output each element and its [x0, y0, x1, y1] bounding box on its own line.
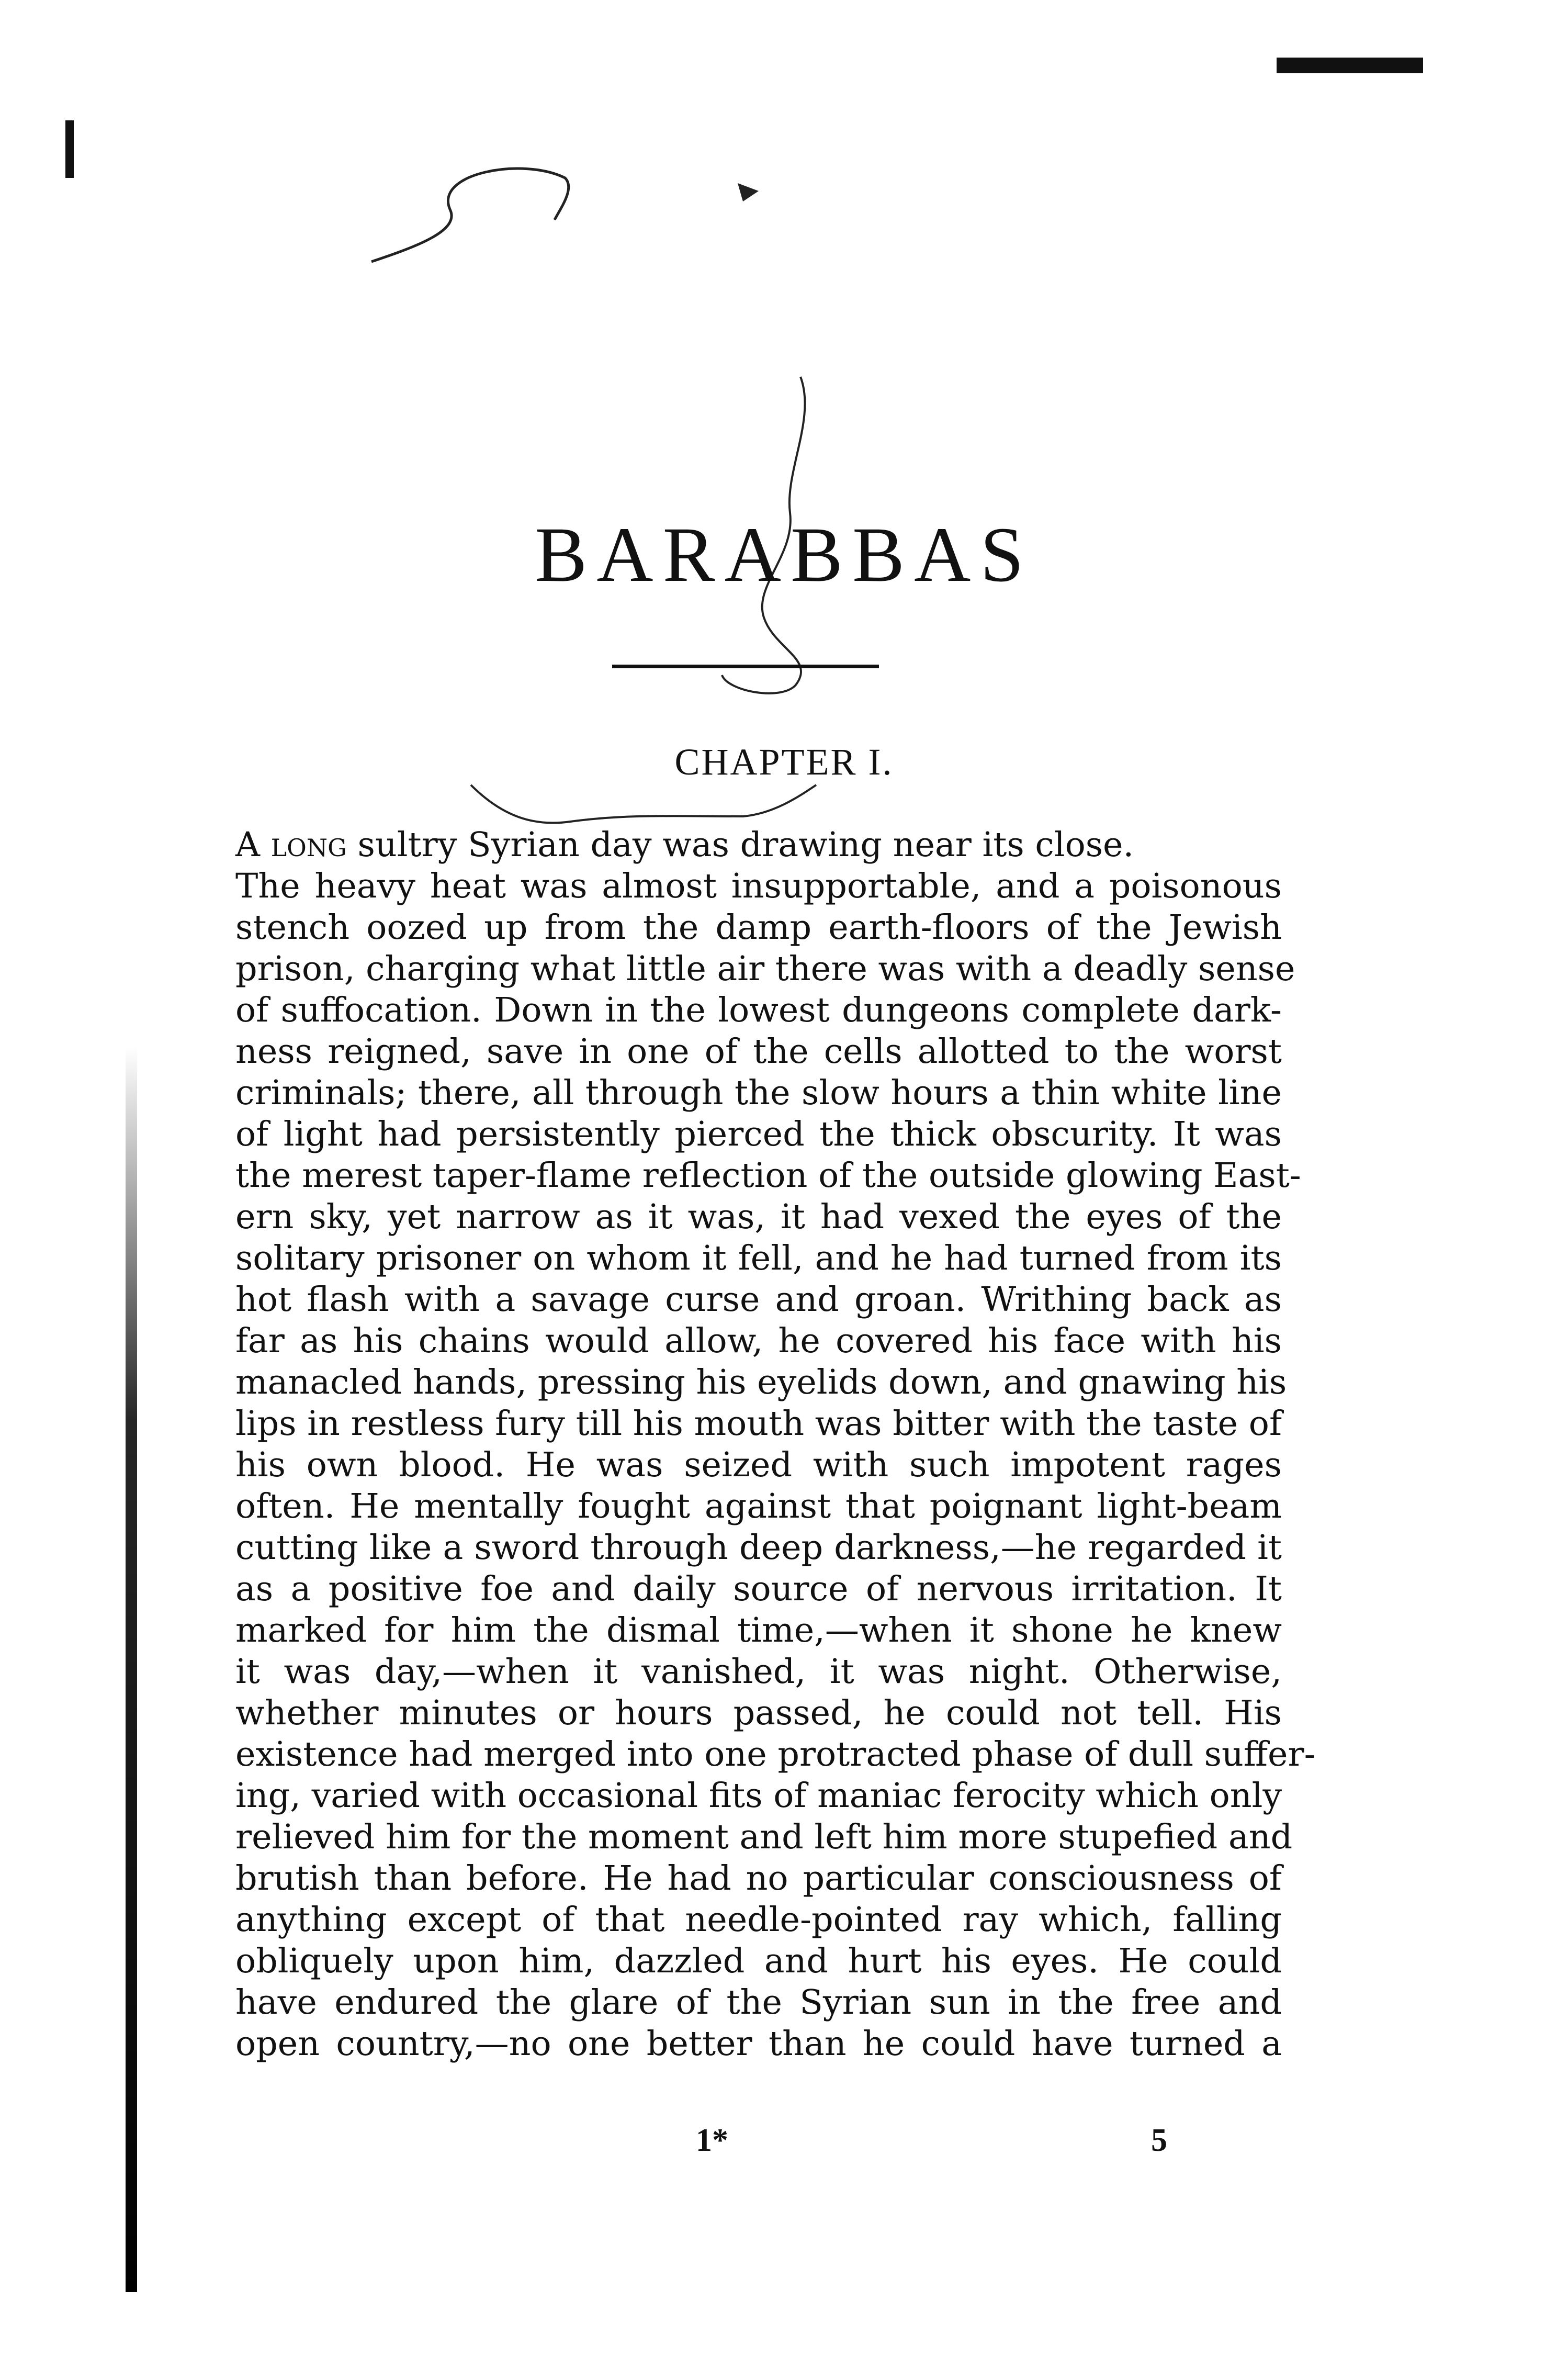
text-line: marked for him the dismal time,—when it shone he knew [235, 1611, 1282, 1650]
text-line: hot flash with a savage curse and groan. Writhing back as [235, 1280, 1282, 1319]
text-line: have endured the glare of the Syrian sun in the free and [235, 1983, 1282, 2022]
text-line: existence had merged into one protracted phase of dull suffer- [235, 1735, 1316, 1774]
opening-words: A long [235, 825, 347, 865]
text-line: obliquely upon him, dazzled and hurt his eyes. He could [235, 1941, 1282, 1981]
chapter-body [235, 824, 1316, 2064]
text-line: anything except of that needle-pointed ray which, falling [235, 1900, 1282, 1939]
page-number: 5 [1151, 2123, 1167, 2158]
text-line: the merest taper-flame reflection of the outside glowing East- [235, 1156, 1301, 1195]
text-line: of suffocation. Down in the lowest dungeons complete dark- [235, 991, 1282, 1030]
text-line: far as his chains would allow, he covered his face with his [235, 1321, 1282, 1361]
scan-artifact-top-mark [1277, 58, 1423, 73]
text-line: cutting like a sword through deep darkness,—he regarded it [235, 1528, 1282, 1567]
text-line-content: sultry Syrian day was drawing near its close. [346, 825, 1134, 865]
text-line: his own blood. He was seized with such impotent rages [235, 1445, 1282, 1485]
text-line: brutish than before. He had no particular consciousness of [235, 1859, 1282, 1898]
text-line: ing, varied with occasional fits of maniac ferocity which only [235, 1776, 1282, 1815]
book-title: BARABBAS [535, 511, 1033, 598]
text-line: lips in restless fury till his mouth was bitter with the taste of [235, 1404, 1282, 1443]
text-line: stench oozed up from the damp earth-floors of the Jewish [235, 908, 1282, 947]
text-line: of light had persistently pierced the thick obscurity. It was [235, 1115, 1282, 1154]
text-line: open country,—no one better than he could have turned a [235, 2024, 1282, 2063]
text-line: prison, charging what little air there was with a deadly sense [235, 949, 1295, 989]
text-line: The heavy heat was almost insupportable, and a poisonous [235, 867, 1282, 906]
text-line: criminals; there, all through the slow hours a thin white line [235, 1073, 1282, 1113]
text-line: ness reigned, save in one of the cells allotted to the worst [235, 1032, 1282, 1071]
text-line: ern sky, yet narrow as it was, it had vexed the eyes of the [235, 1197, 1282, 1237]
scan-artifact-binding-shadow [126, 1047, 137, 2292]
scan-artifact-left-tick [65, 120, 74, 178]
text-line: as a positive foe and daily source of nervous irritation. It [235, 1569, 1282, 1609]
pen-squiggle-chapter [471, 785, 816, 823]
text-line: often. He mentally fought against that poignant light-beam [235, 1487, 1282, 1526]
signature-mark: 1* [696, 2123, 728, 2158]
text-line: relieved him for the moment and left him more stupefied and [235, 1817, 1293, 1857]
text-line: solitary prisoner on whom it fell, and he had turned from its [235, 1239, 1282, 1278]
pen-squiggle-top [371, 169, 569, 262]
text-line: whether minutes or hours passed, he could not tell. His [235, 1693, 1282, 1733]
text-line: manacled hands, pressing his eyelids down, and gnawing his [235, 1363, 1287, 1402]
text-line [235, 824, 1282, 866]
cursor-arrow-mark [738, 183, 759, 201]
chapter-heading: CHAPTER I. [674, 741, 894, 783]
title-rule [612, 665, 879, 668]
text-line: it was day,—when it vanished, it was night. Otherwise, [235, 1652, 1282, 1691]
